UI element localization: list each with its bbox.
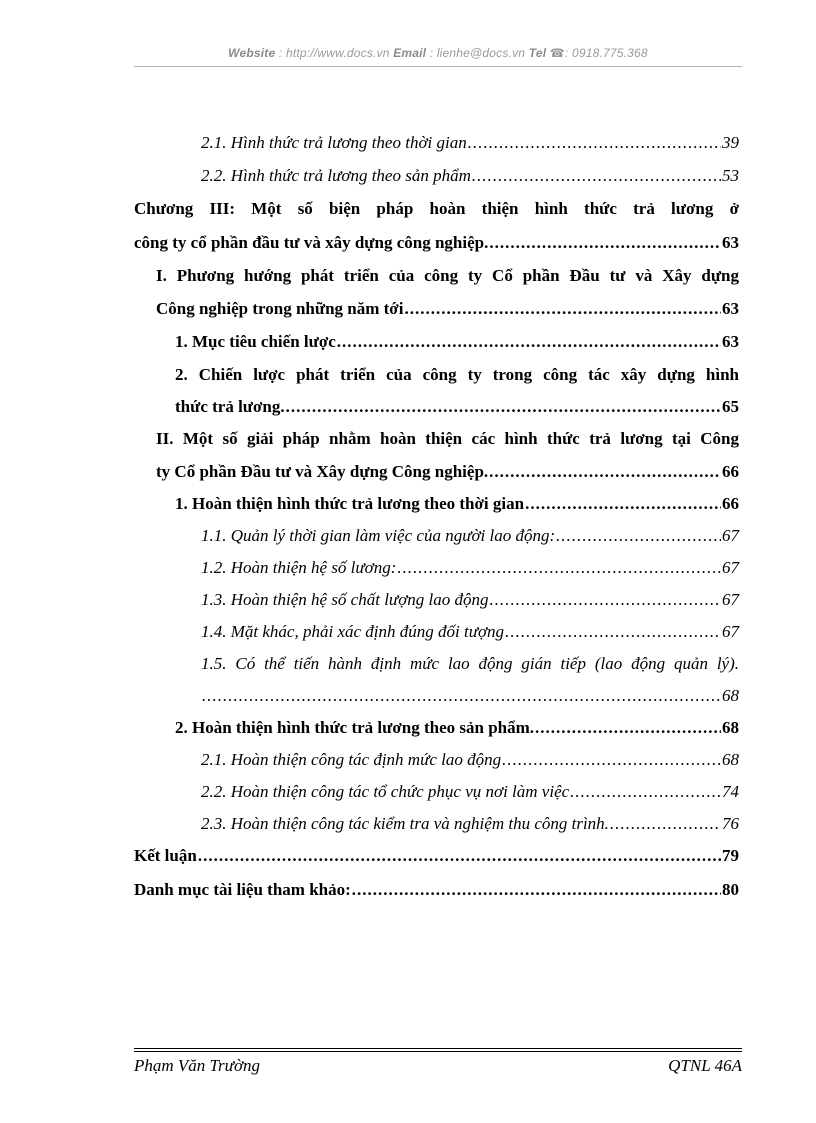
toc-entry[interactable] (201, 814, 739, 834)
toc-entry-text: ty Cổ phần Đầu tư và Xây dựng Công nghiệp. (156, 462, 489, 481)
toc-entry-text: 1. Mục tiêu chiến lược (175, 332, 336, 351)
toc-page-number: 39 (722, 133, 739, 152)
toc-entry-text: 1.1. Quản lý thời gian làm việc của người lao động: (201, 526, 556, 545)
toc-entry-text: 2.1. Hình thức trả lương theo thời gian (201, 133, 467, 152)
toc-entry[interactable] (201, 166, 739, 186)
toc-leader (502, 750, 721, 770)
toc-leader (489, 462, 721, 482)
toc-leader (468, 133, 721, 153)
toc-entry[interactable] (201, 622, 739, 642)
toc-entry-chapter-3-line1[interactable]: Chương III: Một số biện pháp hoàn thiện hình thức trả lương ở (134, 199, 739, 218)
toc-entry-indirect-labor-line1[interactable]: 1.5. Có thể tiến hành định mức lao động gián tiếp (lao động quản lý). (201, 654, 739, 673)
toc-page-number: 76 (722, 814, 739, 833)
toc-entry[interactable] (201, 686, 739, 706)
toc-entry[interactable] (201, 750, 739, 770)
toc-entry-text: Danh mục tài liệu tham khảo: (134, 880, 351, 899)
toc-entry[interactable] (134, 233, 739, 253)
footer-class-code: QTNL 46A (668, 1056, 742, 1075)
tel-label: Tel (528, 46, 547, 60)
toc-leader (286, 397, 721, 417)
website-label: Website (228, 46, 276, 60)
toc-page-number: 74 (722, 782, 739, 801)
toc-leader (535, 718, 721, 738)
footer-divider (134, 1048, 742, 1049)
toc-page-number: 63 (722, 299, 739, 318)
toc-page-number: 68 (722, 686, 739, 705)
website-value[interactable]: : http://www.docs.vn (278, 46, 390, 60)
toc-page-number: 65 (722, 397, 739, 416)
toc-entry-section-1-line1[interactable]: I. Phương hướng phát triển của công ty Cổ phần Đầu tư và Xây dựng (156, 266, 739, 285)
toc-entry[interactable] (156, 299, 739, 319)
toc-entry-section-2-line1[interactable]: II. Một số giải pháp nhằm hoàn thiện các hình thức trả lương tại Công (156, 429, 739, 448)
toc-page-number: 79 (722, 846, 739, 865)
toc-entry-text: 1.4. Mặt khác, phải xác định đúng đối tượng (201, 622, 505, 641)
toc-entry[interactable] (175, 332, 739, 352)
toc-entry[interactable] (134, 880, 739, 900)
toc-page-number: 53 (722, 166, 739, 185)
toc-leader (404, 299, 721, 319)
toc-entry[interactable] (175, 718, 739, 738)
toc-page-number: 80 (722, 880, 739, 899)
toc-page-number: 68 (722, 750, 739, 769)
toc-entry[interactable] (201, 782, 739, 802)
toc-leader (337, 332, 721, 352)
toc-entry-text: 2.2. Hoàn thiện công tác tổ chức phục vụ nơi làm việc (201, 782, 570, 801)
toc-page-number: 66 (722, 494, 739, 513)
toc-entry-text: 2. Hoàn thiện hình thức trả lương theo sản phẩm. (175, 718, 535, 737)
toc-leader (489, 233, 721, 253)
toc-leader (397, 558, 721, 578)
toc-entry[interactable] (175, 494, 739, 514)
toc-leader (525, 494, 721, 514)
toc-entry-text: thức trả lương. (175, 397, 285, 416)
toc-entry-text: 2.3. Hoàn thiện công tác kiểm tra và nghiệm thu công trình. (201, 814, 609, 833)
toc-page-number: 63 (722, 332, 739, 351)
toc-entry-text: Kết luận (134, 846, 197, 865)
toc-page-number: 67 (722, 590, 739, 609)
toc-entry[interactable] (201, 558, 739, 578)
toc-page-number: 67 (722, 526, 739, 545)
toc-entry-text: 1.2. Hoàn thiện hệ số lương: (201, 558, 397, 577)
toc-leader (198, 846, 721, 866)
toc-page-number: 63 (722, 233, 739, 252)
email-label: Email (393, 46, 427, 60)
header-divider (134, 66, 742, 67)
toc-leader (570, 782, 721, 802)
toc-entry-text: Công nghiệp trong những năm tới (156, 299, 404, 318)
toc-entry[interactable] (134, 846, 739, 866)
toc-page-number: 66 (722, 462, 739, 481)
toc-leader (505, 622, 721, 642)
toc-leader (472, 166, 721, 186)
toc-page-number: 68 (722, 718, 739, 737)
toc-leader (556, 526, 721, 546)
email-value[interactable]: : lienhe@docs.vn (429, 46, 526, 60)
toc-entry[interactable] (201, 526, 739, 546)
page-header (134, 46, 742, 60)
toc-entry[interactable] (201, 133, 739, 153)
toc-leader (352, 880, 721, 900)
toc-entry[interactable] (156, 462, 739, 482)
toc-page-number: 67 (722, 622, 739, 641)
footer-divider-double (134, 1051, 742, 1052)
toc-entry-text: 1. Hoàn thiện hình thức trả lương theo thời gian (175, 494, 525, 513)
toc-entry-strategy-line1[interactable]: 2. Chiến lược phát triển của công ty trong công tác xây dựng hình (175, 365, 739, 384)
toc-entry[interactable] (201, 590, 739, 610)
tel-value: ☎: 0918.775.368 (549, 46, 648, 60)
footer-author: Phạm Văn Trường (134, 1056, 261, 1075)
toc-page-number: 67 (722, 558, 739, 577)
toc-entry-text: 2.1. Hoàn thiện công tác định mức lao động (201, 750, 502, 769)
toc-leader (202, 686, 721, 706)
toc-entry-text: 2.2. Hình thức trả lương theo sản phẩm (201, 166, 471, 185)
toc-leader (490, 590, 722, 610)
toc-entry-text: công ty cổ phần đầu tư và xây dựng công nghiệp. (134, 233, 489, 252)
toc-leader (610, 814, 721, 834)
toc-entry-text: 1.3. Hoàn thiện hệ số chất lượng lao động (201, 590, 489, 609)
toc-entry[interactable] (175, 397, 739, 417)
